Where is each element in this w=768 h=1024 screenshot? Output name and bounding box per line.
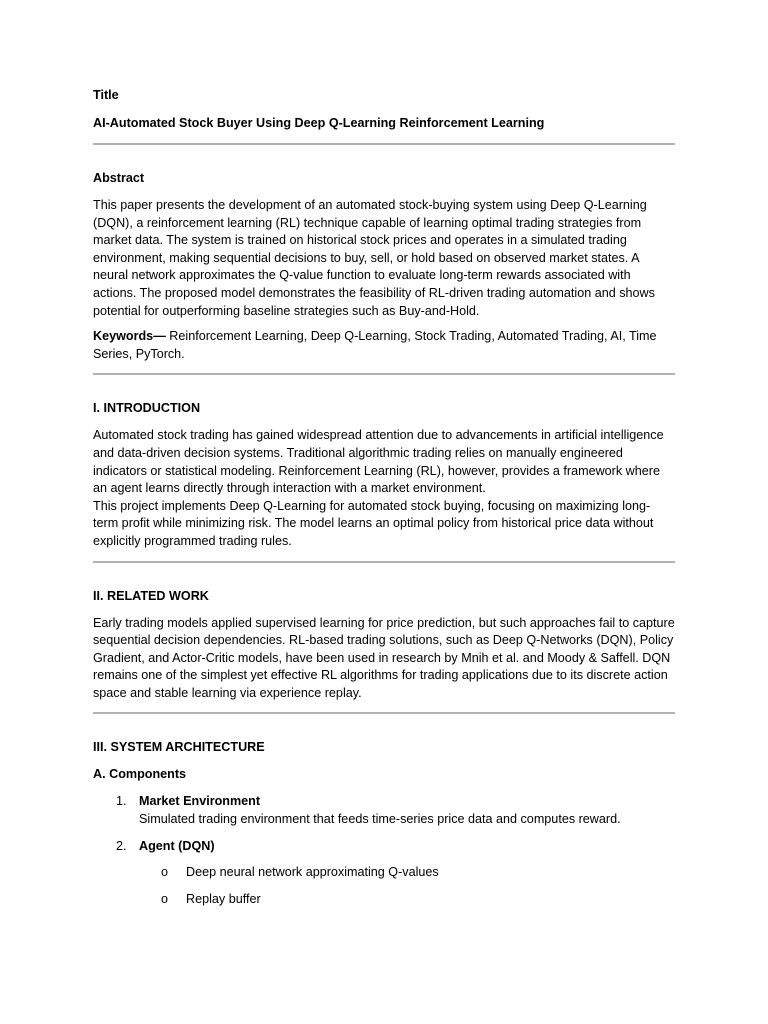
paper-title: AI-Automated Stock Buyer Using Deep Q-Learning Reinforcement Learning xyxy=(93,116,545,130)
sub-list-item xyxy=(93,891,675,908)
keywords-label: Keywords— xyxy=(93,329,166,344)
title-label: Title xyxy=(93,88,119,102)
sub-list-item-text: Replay buffer xyxy=(186,892,261,907)
section-divider xyxy=(93,373,675,375)
sub-list-item-text: Deep neural network approximating Q-values xyxy=(186,865,439,880)
document-page xyxy=(93,87,675,908)
components-subheading: A. Components xyxy=(93,767,187,782)
keywords-text: Reinforcement Learning, Deep Q-Learning, Stock Trading, Automated Trading, AI, Time Series, PyTorch. xyxy=(93,329,657,361)
keywords-line xyxy=(93,328,675,363)
bullet-marker: o xyxy=(161,865,169,880)
abstract-heading: Abstract xyxy=(93,171,145,185)
list-item-description: Simulated trading environment that feeds time-series price data and computes reward. xyxy=(139,812,621,827)
list-item-title: Market Environment xyxy=(139,794,261,809)
bullet-marker: o xyxy=(161,892,169,907)
section-divider xyxy=(93,712,675,714)
related-work-text: Early trading models applied supervised learning for price prediction, but such approaches fail to capture sequential decision dependencies. RL-based trading solutions, such as Deep Q-Networks (DQN), Policy Gradient, and Actor-Critic models, have been used in research by Mnih et al. and Moody & Saffell. DQN remains one of the simplest yet effective RL algorithms for trading applications due to its discrete action space and stable learning via experience replay. xyxy=(93,615,675,700)
section-divider xyxy=(93,143,675,145)
list-item-number: 1. xyxy=(116,794,127,809)
introduction-heading: I. INTRODUCTION xyxy=(93,401,201,416)
system-architecture-heading: III. SYSTEM ARCHITECTURE xyxy=(93,740,265,755)
abstract-text: This paper presents the development of an automated stock-buying system using Deep Q-Learning (DQN), a reinforcement learning (RL) technique capable of learning optimal trading strategies from market data. The system is trained on historical stock prices and operates in a simulated trading environment, making sequential decisions to buy, sell, or hold based on observed market states. A neural network approximates the Q-value function to evaluate long-term rewards associated with actions. The proposed model demonstrates the feasibility of RL-driven trading automation and shows potential for outperforming baseline strategies such as Buy-and-Hold. xyxy=(93,198,655,318)
list-item xyxy=(93,792,675,828)
list-item-number: 2. xyxy=(116,839,127,854)
introduction-text: Automated stock trading has gained widespread attention due to advancements in artificial intelligence and data-driven decision systems. Traditional algorithmic trading relies on manually engineered indicators or statistical modeling. Reinforcement Learning (RL), however, provides a framework where an agent learns directly through interaction with a market environment. This project implements Deep Q-Learning for automated stock buying, focusing on maximizing long-term profit while minimizing risk. The model learns an optimal policy from historical price data without explicitly programmed trading rules. xyxy=(93,428,664,548)
related-work-heading: II. RELATED WORK xyxy=(93,588,209,603)
list-item xyxy=(93,837,675,855)
list-item-title: Agent (DQN) xyxy=(139,839,215,854)
sub-list-item xyxy=(93,864,675,881)
section-divider xyxy=(93,561,675,563)
